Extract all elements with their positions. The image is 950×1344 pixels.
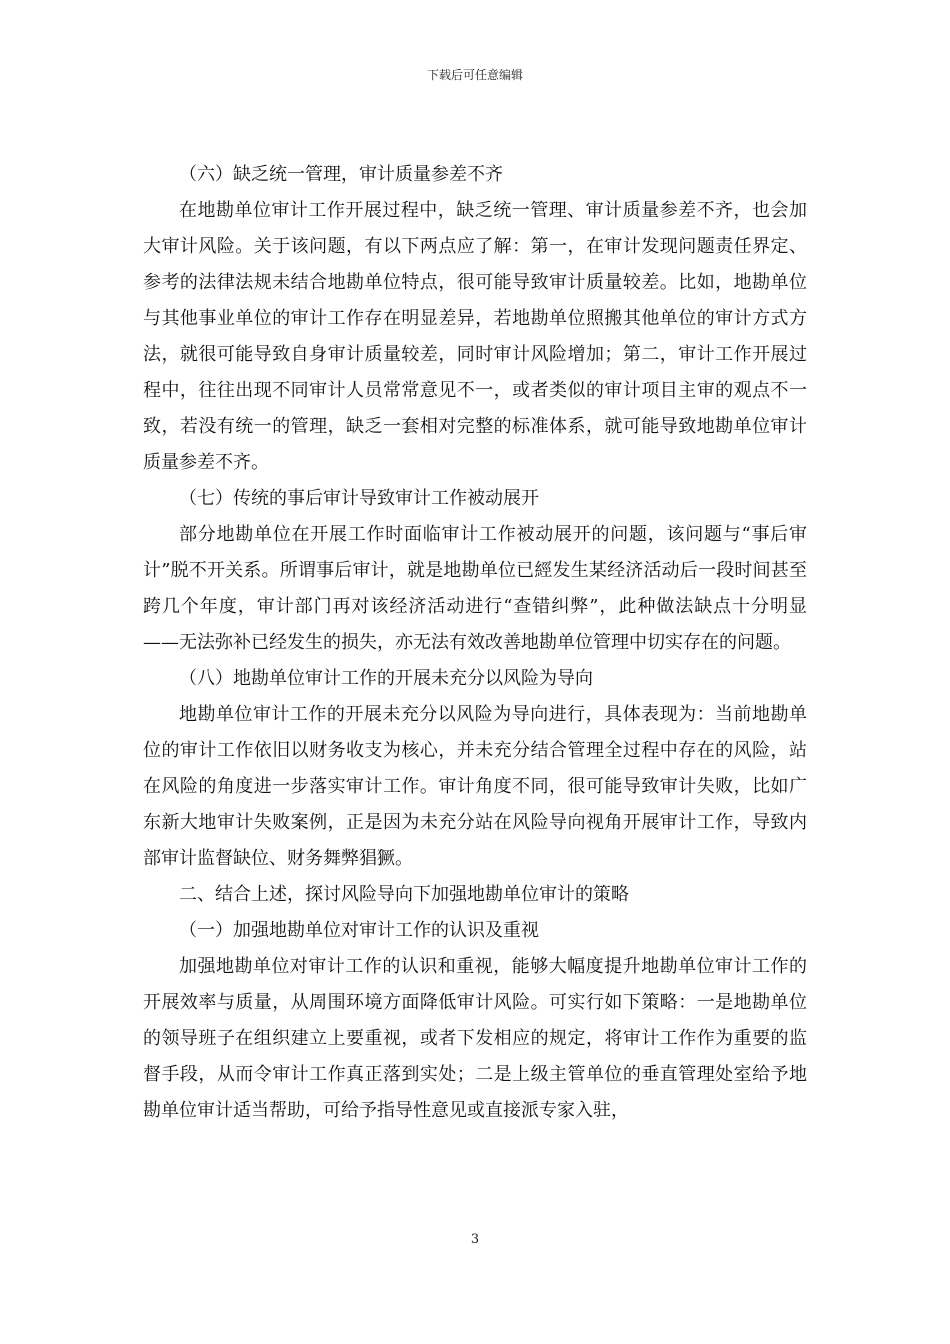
paragraph: 加强地勘单位对审计工作的认识和重视，能够大幅度提升地勘单位审计工作的开展效率与质量，从周围环境方面降低审计风险。可实行如下策略：一是地勘单位的领导班子在组织建立上要重视，或者下发相应的规定，将审计工作作为重要的监督手段，从而令审计工作真正落到实处；二是上级主管单位的垂直管理处室给予地勘单位审计适当帮助，可给予指导性意见或直接派专家入驻， — [143, 956, 807, 1121]
section-heading-7: （七）传统的事后审计导致审计工作被动展开 — [179, 488, 539, 509]
paragraph: 在地勘单位审计工作开展过程中，缺乏统一管理、审计质量参差不齐，也会加大审计风险。关于该问题，有以下两点应了解：第一，在审计发现问题责任界定、参考的法律法规未结合地勘单位特点，很可能导致审计质量较差。比如，地勘单位与其他事业单位的审计工作存在明显差异，若地勘单位照搬其他单位的审计方式方法，就很可能导致自身审计质量较差，同时审计风险增加；第二，审计工作开展过程中，往往出现不同审计人员常常意见不一，或者类似的审计项目主审的观点不一致，若没有统一的管理，缺乏一套相对完整的标准体系，就可能导致地勘单位审计质量参差不齐。 — [143, 200, 807, 473]
chapter-heading-2: 二、结合上述，探讨风险导向下加强地勘单位审计的策略 — [179, 884, 629, 905]
section-heading-6: （六）缺乏统一管理，审计质量参差不齐 — [179, 164, 503, 185]
section-heading-8: （八）地勘单位审计工作的开展未充分以风险为导向 — [179, 668, 593, 689]
paragraph: 地勘单位审计工作的开展未充分以风险为导向进行，具体表现为：当前地勘单位的审计工作依旧以财务收支为核心，并未充分结合管理全过程中存在的风险，站在风险的角度进一步落实审计工作。审计角度不同，很可能导致审计失败，比如广东新大地审计失败案例，正是因为未充分站在风险导向视角开展审计工作，导致内部审计监督缺位、财务舞弊猖獗。 — [143, 704, 807, 869]
body-text — [143, 157, 807, 1129]
paragraph: 部分地勘单位在开展工作时面临审计工作被动展开的问题，该问题与“事后审计”脱不开关系。所谓事后审计，就是地勘单位已經发生某经济活动后一段时间甚至跨几个年度，审计部门再对该经济活动进行“查错纠弊”，此种做法缺点十分明显——无法弥补已经发生的损失，亦无法有效改善地勘单位管理中切实存在的问题。 — [143, 524, 807, 653]
section-heading-1: （一）加强地勘单位对审计工作的认识及重视 — [179, 920, 539, 941]
page-number: 3 — [470, 1232, 480, 1247]
header-note: 下载后可任意编辑 — [426, 68, 523, 82]
